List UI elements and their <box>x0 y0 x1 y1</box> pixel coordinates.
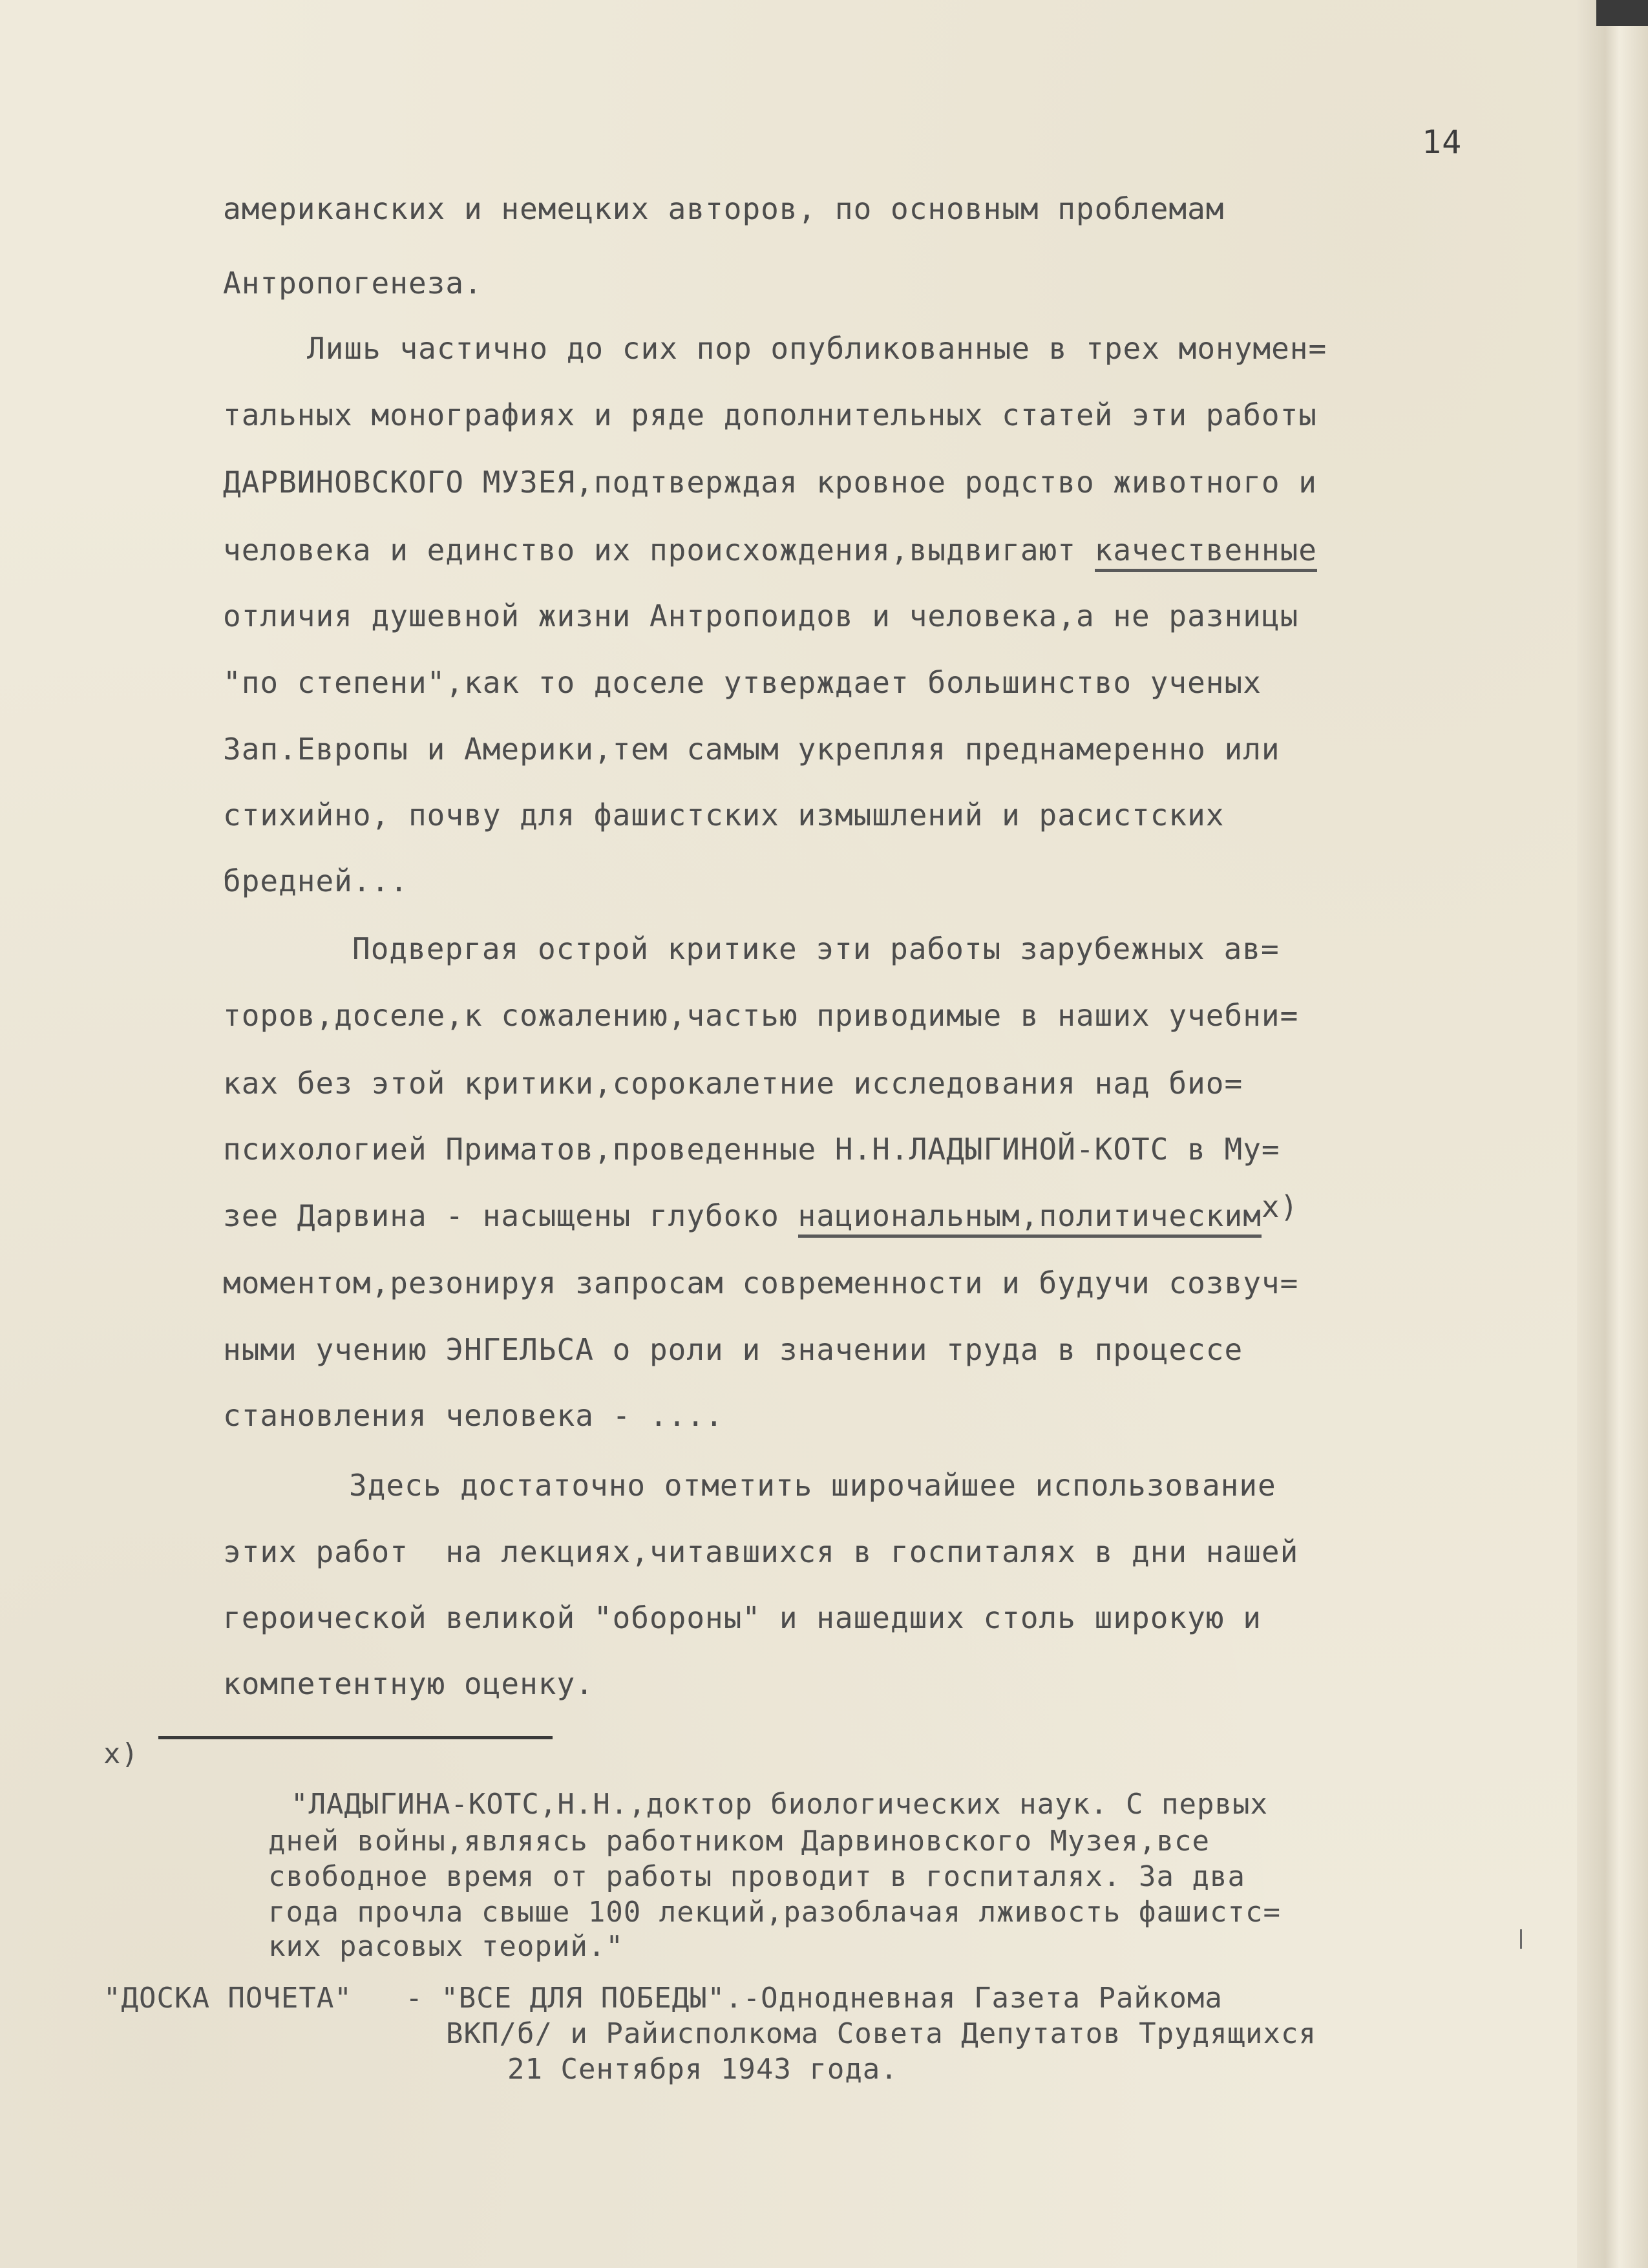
underlined-phrase-national-political: национальным,политическим <box>798 1198 1262 1238</box>
p2-line-4-text: человека и единство их происхождения,выдвигают <box>223 533 1095 567</box>
source-line-3: 21 Сентября 1943 года. <box>507 2053 898 2086</box>
p3-line-3: ках без этой критики,сорокалетние исследования над био= <box>223 1066 1243 1101</box>
p4-line-1: Здесь достаточно отметить широчайшее использование <box>349 1468 1276 1503</box>
footnote-separator <box>158 1736 553 1739</box>
p3-line-2: торов,доселе,к сожалению,частью приводимые в наших учебни= <box>223 998 1299 1033</box>
p3-line-1: Подвергая острой критике эти работы зарубежных ав= <box>352 931 1280 966</box>
p3-line-7: ными учению ЭНГЕЛЬСА о роли и значении труда в процессе <box>223 1332 1243 1367</box>
footnote-reference: x) <box>1261 1189 1299 1224</box>
p3-line-8: становления человека - .... <box>223 1398 724 1433</box>
p3-line-4: психологией Приматов,проведенные Н.Н.ЛАДЫГИНОЙ-КОТС в Му= <box>223 1132 1280 1167</box>
paper-edge <box>1577 0 1648 2268</box>
p2-line-6: "по степени",как то доселе утверждает большинство ученых <box>223 665 1262 700</box>
p3-line-5 <box>223 1189 1299 1233</box>
footnote-marker: x) <box>103 1737 139 1770</box>
footnote-line-3: свободное время от работы проводит в госпиталях. За два <box>268 1860 1245 1893</box>
margin-mark <box>1520 1929 1528 1949</box>
footnote-line-1: "ЛАДЫГИНА-КОТС,Н.Н.,доктор биологических наук. С первых <box>291 1788 1268 1821</box>
p3-line-6: моментом,резонируя запросам современности и будучи созвуч= <box>223 1266 1299 1300</box>
scan-border <box>1596 0 1648 26</box>
source-line-1: "ДОСКА ПОЧЕТА" - "ВСЕ ДЛЯ ПОБЕДЫ".-Однодневная Газета Райкома <box>103 1982 1223 2015</box>
page-number: 14 <box>1422 123 1463 161</box>
footnote-line-5: ких расовых теорий." <box>268 1930 624 1963</box>
source-line-2: ВКП/б/ и Райисполкома Совета Депутатов Трудящихся <box>446 2017 1317 2050</box>
p1-line-2: Антропогенеза. <box>223 266 483 301</box>
p3-line-5-text: зее Дарвина - насыщены глубоко <box>223 1198 798 1233</box>
footnote-line-4: года прочла свыше 100 лекций,разоблачая лживость фашистс= <box>268 1896 1281 1929</box>
p2-line-7: Зап.Европы и Америки,тем самым укрепляя преднамеренно или <box>223 732 1280 767</box>
p1-line-1: американских и немецких авторов, по основным проблемам <box>223 191 1225 226</box>
p4-line-2: этих работ на лекциях,читавшихся в госпиталях в дни нашей <box>223 1534 1299 1569</box>
p2-line-4 <box>223 535 1317 565</box>
p2-line-9: бредней... <box>223 864 408 898</box>
p2-line-5: отличия душевной жизни Антропоидов и человека,а не разницы <box>223 599 1299 633</box>
p2-line-3: ДАРВИНОВСКОГО МУЗЕЯ,подтверждая кровное родство животного и <box>223 465 1317 500</box>
underlined-word-qualitative: качественные <box>1095 533 1317 572</box>
p2-line-8: стихийно, почву для фашистских измышлений и расистских <box>223 798 1225 832</box>
p2-line-2: тальных монографиях и ряде дополнительных статей эти работы <box>223 397 1317 432</box>
p4-line-4: компетентную оценку. <box>223 1666 594 1701</box>
p4-line-3: героической великой "обороны" и нашедших столь широкую и <box>223 1600 1262 1635</box>
p2-line-1: Лишь частично до сих пор опубликованные в трех монумен= <box>307 331 1327 366</box>
footnote-line-2: дней войны,являясь работником Дарвиновского Музея,все <box>268 1825 1210 1858</box>
